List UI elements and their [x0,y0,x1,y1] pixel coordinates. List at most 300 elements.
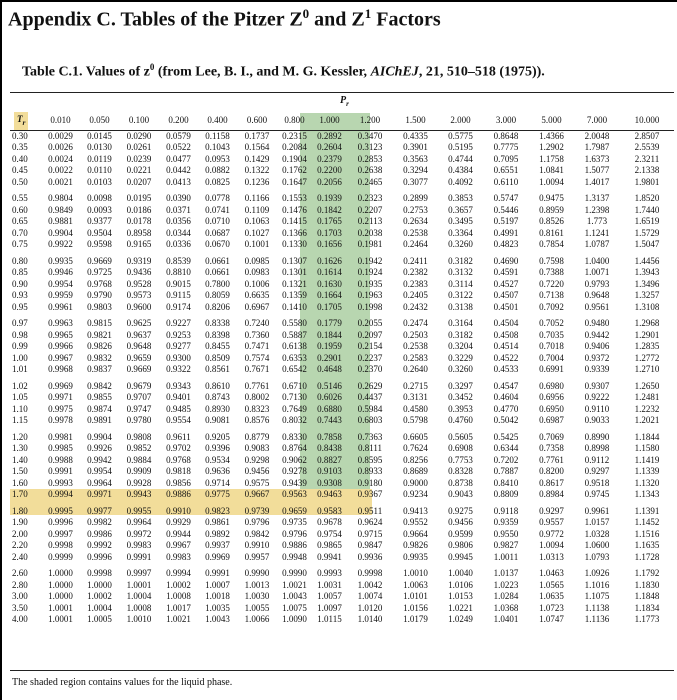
z0-value: 0.1322 [244,165,270,176]
z0-value: 1.0005 [87,614,112,625]
table-row [10,205,674,217]
z0-value: 0.8561 [205,364,230,375]
z0-value: 0.8738 [448,477,473,488]
table-bottom-rule [10,670,674,671]
z0-value: 0.3294 [403,165,428,176]
z0-value: 1.1516 [634,528,660,539]
z0-value: 0.1765 [317,216,342,227]
z0-value: 0.9985 [48,443,73,454]
z0-value: 0.2538 [403,341,428,352]
z0-value: 0.9910 [166,505,191,516]
z0-value: 0.9747 [126,403,152,414]
z0-value: 0.9598 [87,239,112,250]
z0-value: 2.1338 [634,165,660,176]
z0-value: 0.9298 [244,454,270,465]
table-row [10,540,674,552]
z0-value: 0.0778 [205,193,230,204]
z0-value: 0.4501 [493,301,519,312]
table-row [10,364,674,376]
z0-value: 0.9961 [584,505,610,516]
z0-value: 0.9015 [166,278,191,289]
z0-value: 0.9528 [126,278,152,289]
tr-value: 1.30 [12,443,28,454]
z0-value: 0.5887 [282,329,307,340]
z0-value: 0.4604 [493,392,519,403]
z0-value: 1.0066 [244,614,270,625]
z0-value: 0.8206 [205,301,230,312]
z0-value: 0.9518 [584,477,610,488]
z0-value: 0.6138 [282,341,307,352]
z0-value: 0.9550 [493,528,519,539]
z0-value: 1.0001 [48,614,73,625]
z0-value: 0.9826 [403,540,428,551]
z0-value: 0.8779 [244,431,270,442]
z0-value: 0.2634 [403,216,428,227]
z0-value: 1.1773 [634,614,660,625]
z0-value: 0.6605 [403,431,428,442]
z0-value: 1.0013 [244,579,270,590]
column-header: 1.500 [405,115,426,126]
z0-value: 0.8810 [166,267,191,278]
z0-value: 0.9969 [48,380,73,391]
tr-value: 0.80 [12,255,28,266]
column-header: 10.000 [634,115,660,126]
z0-value: 0.3114 [448,278,473,289]
z0-value: 0.9702 [166,443,191,454]
z0-value: 0.9678 [317,517,342,528]
tr-header-sub: r [22,117,26,127]
table-row [10,517,674,529]
z0-value: 0.2370 [357,364,383,375]
z0-value: 0.4533 [493,364,519,375]
z0-value: 0.9881 [48,216,73,227]
z0-value: 0.4092 [448,176,473,187]
z0-value: 0.8398 [205,329,230,340]
table-row [10,466,674,478]
z0-value: 1.0055 [244,602,270,613]
z0-value: 0.8328 [448,466,473,477]
z0-value: 1.4456 [634,255,660,266]
z0-value: 0.9967 [48,352,73,363]
z0-value: 0.2640 [403,364,428,375]
z0-value: 0.3182 [448,329,473,340]
tr-value: 0.60 [12,204,28,215]
pr-label-sub: r [346,100,349,108]
tr-value: 1.15 [12,415,28,426]
z0-value: 0.0985 [244,255,270,266]
z0-value: 0.7858 [317,431,342,442]
z0-value: 0.1614 [317,267,342,278]
z0-value: 0.9909 [126,466,152,477]
z0-value: 0.3495 [448,216,473,227]
z0-value: 0.9790 [87,290,112,301]
z0-value: 0.6908 [448,443,473,454]
z0-value: 1.0018 [205,591,230,602]
z0-value: 0.9842 [87,380,112,391]
z0-value: 0.3131 [403,392,428,403]
caption-journal: AIChEJ [370,64,419,80]
tr-value: 1.02 [12,380,28,391]
z0-value: 0.1063 [244,216,270,227]
z0-value: 0.9852 [126,443,152,454]
tr-value: 2.60 [12,568,28,579]
table-row [10,330,674,342]
z0-value: 0.0119 [87,153,112,164]
z0-value: 0.2899 [403,193,428,204]
z0-value: 0.6344 [493,443,519,454]
z0-value: 0.9319 [126,255,152,266]
z0-value: 0.4690 [493,255,519,266]
column-header: 0.600 [246,115,268,126]
z0-value: 0.9966 [48,341,73,352]
table-row [10,529,674,541]
z0-value: 0.8161 [539,227,564,238]
z0-value: 0.7035 [539,329,564,340]
z0-value: 0.9307 [584,380,610,391]
z0-value: 0.9573 [126,290,152,301]
z0-value: 0.2315 [282,130,307,141]
z0-value: 0.9997 [48,528,73,539]
z0-value: 0.9961 [48,301,73,312]
z0-value: 0.9511 [357,505,383,516]
z0-value: 1.0137 [493,568,519,579]
column-header: 0.800 [284,115,305,126]
table-row [10,239,674,251]
column-header: 0.400 [207,115,228,126]
z0-value: 1.1580 [634,443,660,454]
z0-value: 0.9978 [48,415,73,426]
z0-value: 0.9377 [87,216,112,227]
z0-value: 0.1359 [282,290,307,301]
z0-value: 0.8689 [403,466,428,477]
z0-value: 0.9557 [539,517,564,528]
z0-value: 0.9983 [126,540,152,551]
z0-value: 0.9227 [166,318,191,329]
z0-value: 0.9981 [48,431,73,442]
z0-value: 1.1844 [634,431,660,442]
z0-value: 0.3204 [448,341,473,352]
z0-value: 0.7574 [244,352,270,363]
z0-value: 1.2398 [584,204,610,215]
z0-value: 1.0090 [282,614,307,625]
z0-value: 0.9821 [87,329,112,340]
z0-value: 0.9768 [166,454,191,465]
z0-value: 0.4547 [493,380,519,391]
z0-value: 0.5146 [317,380,342,391]
tr-value: 1.90 [12,517,28,528]
z0-value: 0.9983 [166,551,191,562]
z0-value: 0.2323 [357,193,383,204]
z0-value: 0.9300 [166,352,191,363]
z0-value: 0.3260 [448,239,473,250]
table-row [10,302,674,314]
z0-value: 1.0249 [448,614,473,625]
z0-value: 0.5747 [493,193,519,204]
table-row [10,427,674,444]
z0-value: 0.5197 [493,216,519,227]
caption-suffix: , 21, 510–518 (1975)). [418,64,545,80]
z0-value: 0.7775 [493,142,519,153]
z0-value: 1.8520 [634,193,660,204]
z0-value: 0.6980 [539,380,564,391]
column-header: 1.000 [319,115,340,126]
z0-value: 0.9929 [166,517,191,528]
z0-value: 0.9942 [87,454,112,465]
table-row [10,563,674,580]
z0-value: 0.9993 [48,477,73,488]
z0-value: 0.9463 [317,489,342,500]
z0-value: 0.3297 [448,380,473,391]
z0-value: 0.9975 [48,403,73,414]
z0-value: 0.8930 [205,403,230,414]
z0-value: 0.7753 [448,454,473,465]
tr-value: 0.97 [12,318,28,329]
z0-value: 1.1320 [634,477,660,488]
caption-sup: 0 [149,62,155,72]
caption-prefix: Table C.1. Values of z [22,64,150,80]
title-suffix: Factors [371,8,441,31]
z0-value: 1.0000 [48,591,73,602]
z0-value: 0.2853 [357,153,383,164]
table-row [10,142,674,154]
z0-value: 0.2038 [357,227,383,238]
z0-value: 1.0008 [166,591,191,602]
z0-value: 0.7220 [539,278,564,289]
z0-value: 1.4017 [584,176,610,187]
z0-value: 0.9611 [166,431,191,442]
z0-value: 1.5729 [634,227,660,238]
z0-value: 0.1415 [282,216,307,227]
z0-value: 0.1939 [317,193,342,204]
tr-value: 1.01 [12,364,28,375]
title-mid: and Z [309,8,365,31]
z0-value: 1.0787 [584,239,610,250]
tr-header [10,112,41,130]
z0-value: 0.9991 [205,568,230,579]
z0-value: 1.2968 [634,318,660,329]
z0-value: 0.9995 [48,505,73,516]
z0-value: 0.9988 [48,454,73,465]
z0-value: 1.1241 [584,227,610,238]
z0-value: 0.9998 [48,540,73,551]
z0-value: 0.0661 [205,267,230,278]
z0-value: 1.0017 [166,602,191,613]
z0-value: 0.9935 [48,255,73,266]
z0-value: 0.3164 [448,318,473,329]
z0-value: 0.0687 [205,227,230,238]
left-border [0,0,2,700]
z0-value: 0.2237 [357,352,383,363]
z0-value: 0.9998 [87,568,112,579]
z0-value: 0.9948 [282,551,307,562]
z0-value: 1.0040 [448,568,473,579]
table-row [10,353,674,365]
z0-value: 0.9222 [584,392,610,403]
z0-value: 0.9648 [126,341,152,352]
z0-value: 0.9504 [87,227,112,238]
z0-value: 1.0021 [166,614,191,625]
z0-value: 0.9339 [584,364,610,375]
z0-value: 0.7095 [493,153,519,164]
z0-value: 1.9801 [634,176,660,187]
z0-value: 0.9922 [48,239,73,250]
z0-value: 0.9669 [87,255,112,266]
table-row [10,313,674,330]
column-header: 0.050 [89,115,110,126]
caption-mid: (from Lee, B. I., and M. G. Kessler, [154,64,371,80]
table-row [10,404,674,416]
z0-value: 0.7671 [244,364,270,375]
z0-value: 1.0565 [539,579,564,590]
z0-value: 0.9886 [282,540,307,551]
column-header: 5.000 [541,115,562,126]
z0-value: 0.7761 [244,380,270,391]
z0-value: 1.0075 [282,602,307,613]
z0-value: 1.1136 [584,614,610,625]
z0-value: 0.1963 [357,290,383,301]
z0-value: 0.9278 [282,466,307,477]
tr-value: 0.85 [12,267,28,278]
z0-value: 0.9637 [126,329,152,340]
z0-value: 0.9033 [584,415,610,426]
z0-value: 0.0290 [126,130,152,141]
table-row [10,341,674,353]
z0-value: 0.0195 [126,193,152,204]
z0-value: 0.9367 [357,489,383,500]
z0-value: 0.9659 [282,505,307,516]
z0-value: 0.1158 [205,130,230,141]
z0-value: 0.4437 [357,392,383,403]
z0-value: 0.1630 [317,278,342,289]
z0-value: 0.2055 [357,318,383,329]
z0-value: 0.9277 [166,341,191,352]
z0-value: 0.2084 [282,142,307,153]
tr-value: 1.70 [12,489,28,500]
z0-value: 1.1830 [634,579,660,590]
z0-value: 1.1075 [584,591,610,602]
z0-value: 0.6353 [282,352,307,363]
z0-value: 1.3137 [584,193,610,204]
tr-value: 4.00 [12,614,28,625]
z0-value: 0.9485 [166,403,191,414]
z0-value: 1.0284 [493,591,519,602]
z0-value: 1.1758 [539,153,564,164]
z0-value: 0.9664 [403,528,428,539]
z0-value: 0.9739 [244,505,270,516]
z0-value: 0.9990 [282,568,307,579]
z0-value: 0.9174 [166,301,191,312]
table-row [10,489,674,501]
z0-value: 0.9552 [403,517,428,528]
z0-value: 0.0344 [166,227,191,238]
z0-value: 0.9669 [126,364,152,375]
tr-value: 0.45 [12,165,28,176]
z0-value: 0.8455 [205,341,230,352]
z0-value: 0.2154 [357,341,383,352]
z0-value: 0.9436 [126,267,152,278]
z0-value: 0.9997 [126,568,152,579]
z0-value: 0.1998 [357,301,383,312]
z0-value: 1.0007 [205,579,230,590]
z0-value: 0.7443 [317,415,342,426]
z0-value: 0.2056 [317,176,342,187]
z0-value: 0.9986 [87,528,112,539]
z0-value: 0.0670 [205,239,230,250]
z0-value: 0.9456 [244,466,270,477]
footnote: The shaded region contains values for the liquid phase. [12,677,233,688]
z0-value: 0.7018 [539,341,564,352]
z0-value: 1.5047 [634,239,660,250]
z0-value: 0.3182 [448,255,473,266]
z0-value: 1.0035 [205,602,230,613]
z0-value: 0.8323 [244,403,270,414]
z0-value: 0.9735 [282,517,307,528]
tr-value: 3.00 [12,591,28,602]
z0-value: 0.9891 [87,415,112,426]
z0-value: 1.0010 [126,614,152,625]
z0-value: 0.9165 [126,239,152,250]
z0-value: 0.0413 [166,176,191,187]
z0-value: 0.7800 [205,278,230,289]
tr-value: 1.00 [12,352,28,363]
z0-value: 0.2382 [403,267,428,278]
z0-value: 0.9826 [87,341,112,352]
tr-value: 0.75 [12,239,28,250]
z0-value: 1.0115 [317,614,342,625]
z0-value: 0.9372 [584,352,610,363]
z0-value: 0.0024 [48,153,73,164]
z0-value: 0.9849 [48,204,73,215]
z0-value: 1.0723 [539,602,564,613]
z0-value: 0.6026 [317,392,342,403]
column-header: 1.200 [359,115,381,126]
z0-value: 0.9554 [166,415,191,426]
z0-value: 0.6551 [493,165,519,176]
z0-value: 1.2481 [634,392,660,403]
z0-value: 0.4591 [493,267,519,278]
z0-value: 0.9990 [244,568,270,579]
z0-value: 1.0747 [539,614,564,625]
table-row [10,392,674,404]
title-prefix: Appendix C. Tables of the Pitzer Z [8,8,303,31]
table-row [10,290,674,302]
z0-value: 0.3953 [448,403,473,414]
z0-value: 0.7887 [493,466,519,477]
tr-value: 1.05 [12,392,28,403]
z0-value: 0.9401 [166,392,191,403]
z0-value: 1.0368 [493,602,519,613]
z0-value: 0.9842 [244,528,270,539]
z0-value: 0.4514 [493,341,519,352]
z0-value: 0.9954 [87,466,112,477]
z0-value: 1.0400 [584,255,610,266]
z0-value: 0.8576 [244,415,270,426]
z0-value: 0.0022 [48,165,73,176]
z0-value: 0.9115 [166,290,191,301]
z0-value: 0.9955 [126,505,152,516]
z0-value: 1.4366 [539,130,564,141]
z0-value: 0.9892 [205,528,230,539]
z0-value: 1.1635 [634,540,660,551]
z0-value: 0.4508 [493,329,519,340]
z0-value: 0.9775 [205,489,230,500]
z0-value: 0.2583 [403,352,428,363]
z0-value: 1.3496 [634,278,660,289]
z0-value: 0.1564 [244,142,270,153]
z0-value: 0.7004 [539,352,564,363]
tr-value: 0.35 [12,142,28,153]
z0-value: 0.2715 [403,380,428,391]
